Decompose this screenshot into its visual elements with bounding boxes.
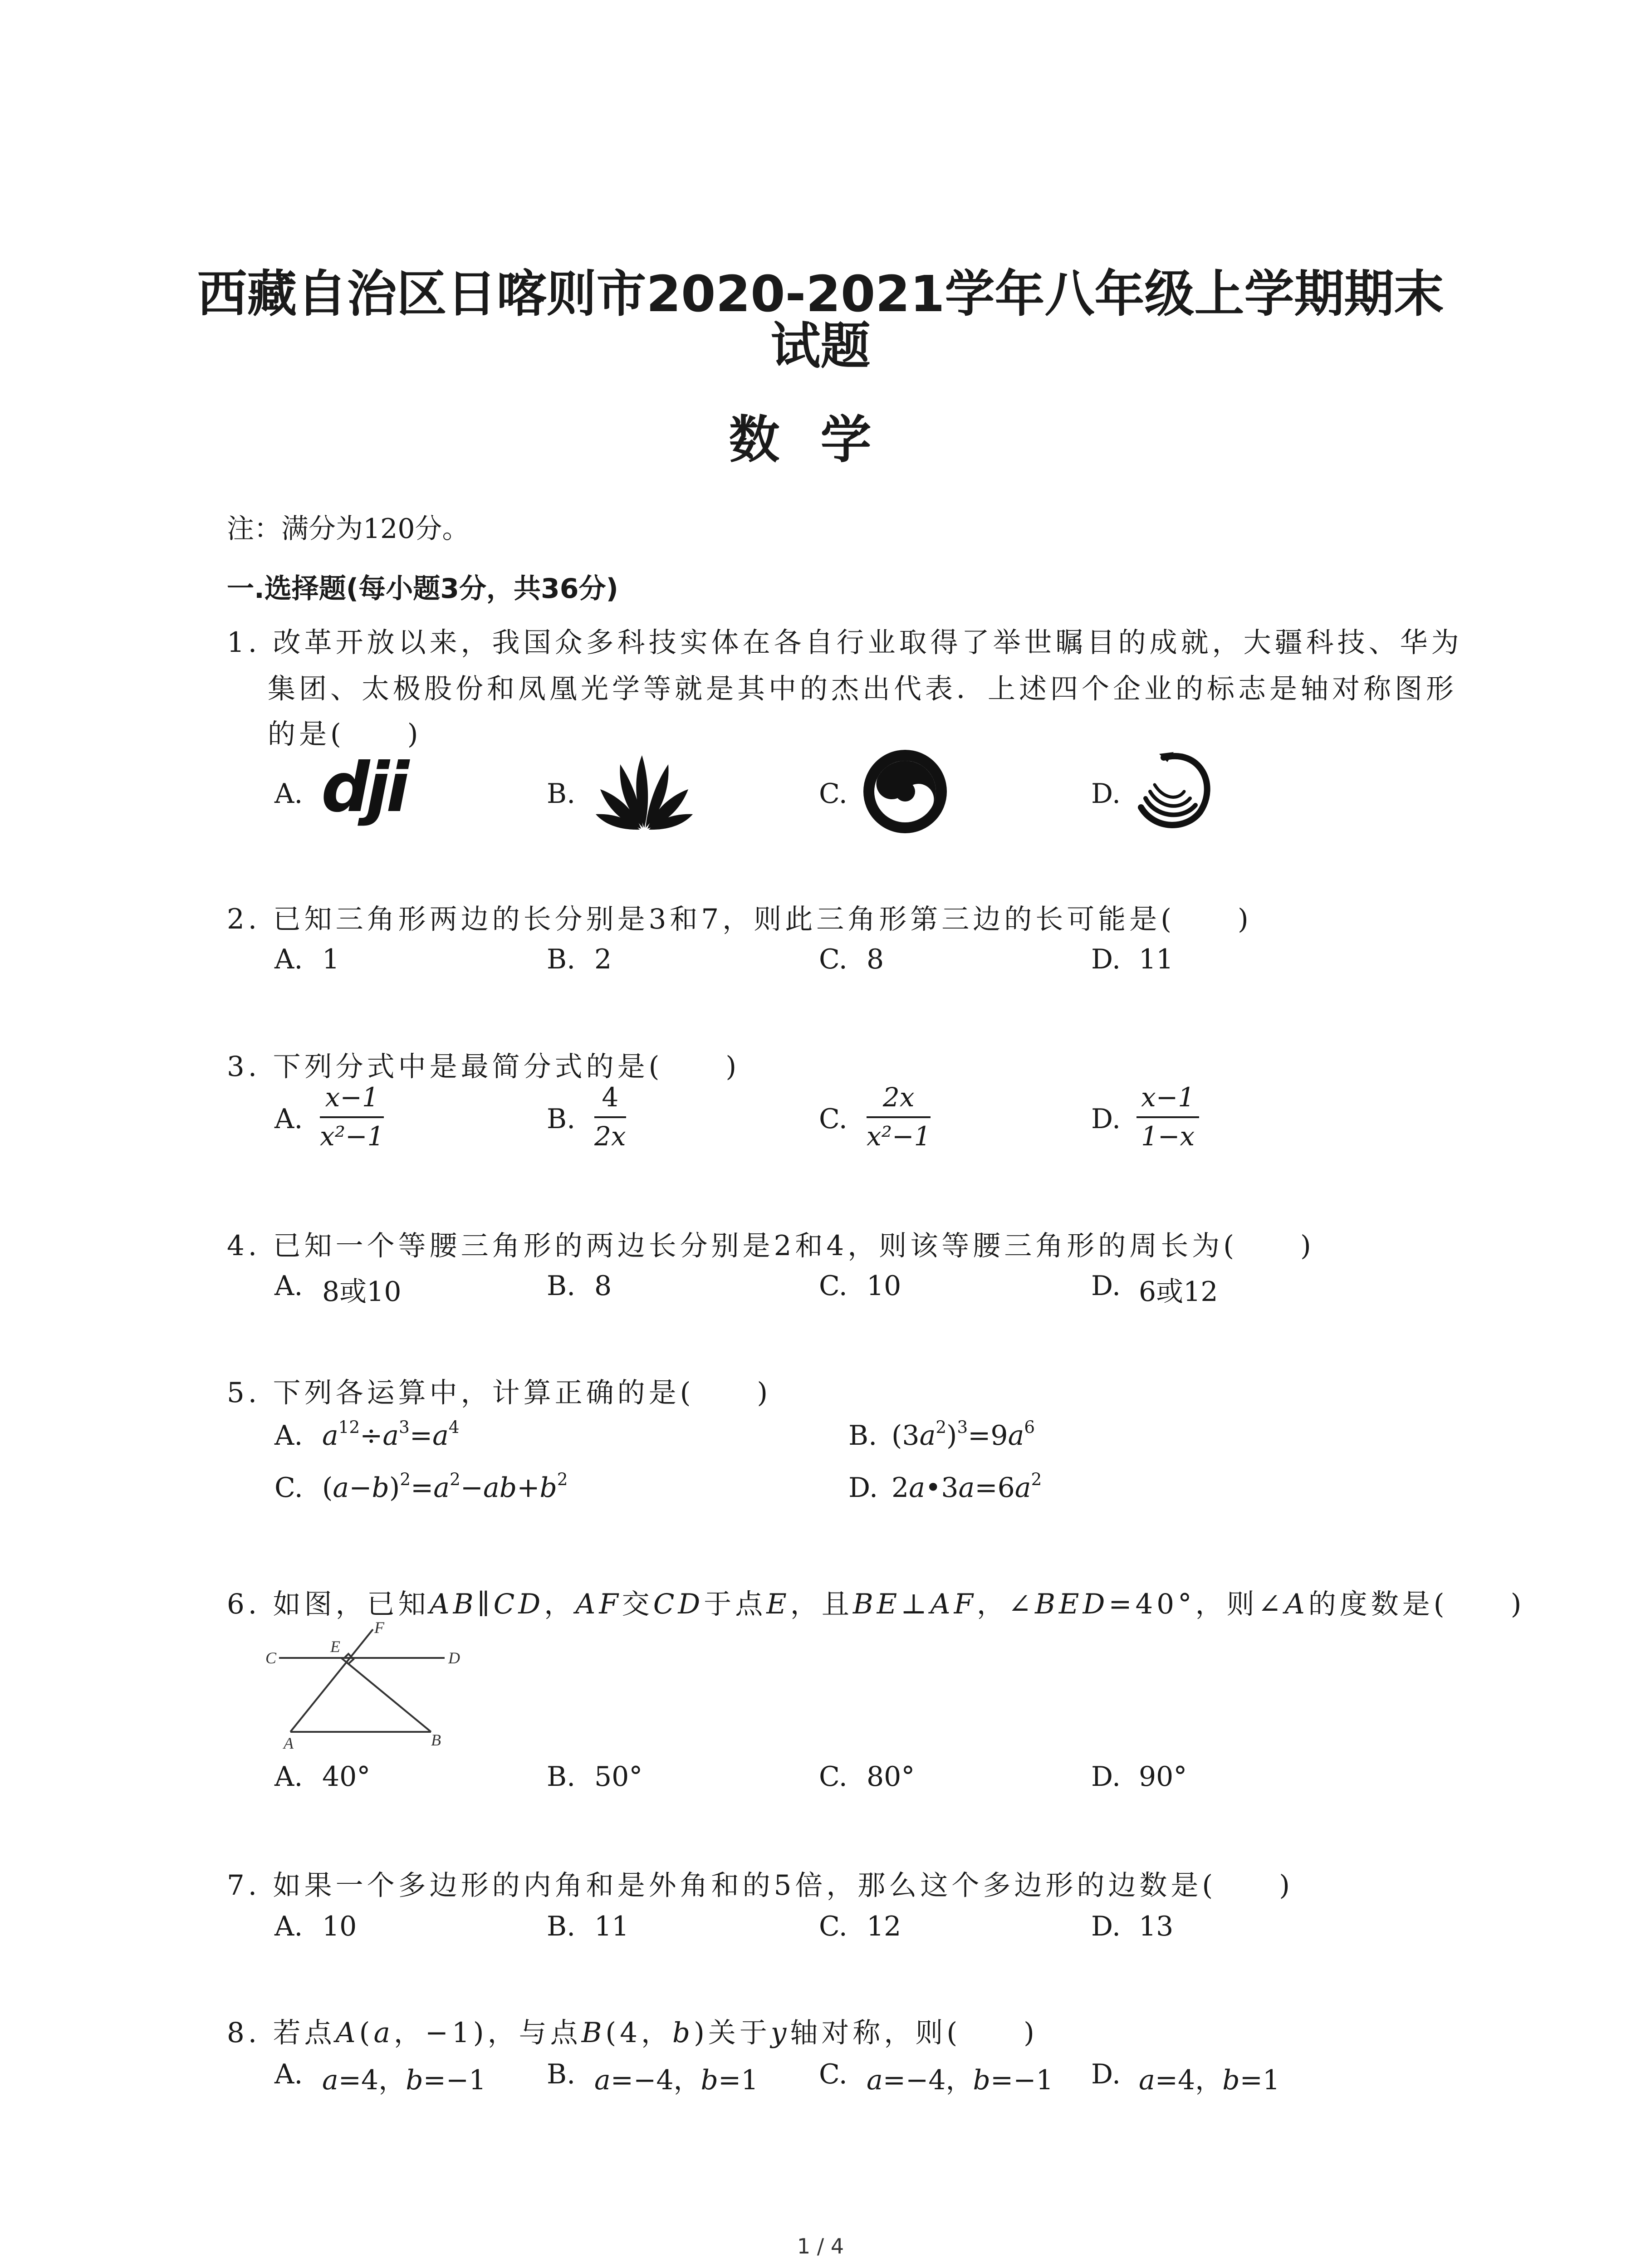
q3-fraction-b [594, 1082, 626, 1152]
q5-option-a-label: A. [274, 1420, 303, 1452]
q7-option-a-label: A. [274, 1911, 303, 1942]
q4-option-a-label: A. [274, 1270, 303, 1302]
q5-option-a-expression: $a^{12}\div a^3=a^4$ [322, 1417, 460, 1452]
dji-logo: dji [321, 748, 406, 827]
q8-option-c-value: a=−4，b=−1 [867, 2064, 1053, 2096]
exam-title-line1: 西藏自治区日喀则市2020-2021学年八年级上学期期末 [197, 265, 1444, 323]
q6-option-d-label: D. [1091, 1761, 1121, 1793]
q2-option-b-label: B. [547, 943, 576, 975]
section-heading-multiple-choice: 一.选择题(每小题3分，共36分) [227, 573, 618, 605]
question-1-line-3: 的是( ) [268, 718, 422, 750]
question-1-line-2: 集团、太极股份和凤凰光学等就是其中的杰出代表．上述四个企业的标志是轴对称图形 [268, 673, 1458, 705]
q6-option-a-label: A. [274, 1761, 303, 1793]
q3-d-numerator: x−1 [1141, 1082, 1195, 1113]
q5-option-c-expression: $(a-b)^2=a^2-ab+b^2$ [322, 1469, 568, 1504]
q3-c-numerator: 2x [882, 1082, 915, 1113]
q5-option-b-label: B. [848, 1420, 877, 1452]
q4-option-b-value: 8 [594, 1270, 612, 1302]
q7-option-b-label: B. [547, 1911, 576, 1942]
q6-figure-label-c: C [265, 1649, 277, 1667]
q6-option-c-value: 80° [867, 1761, 915, 1793]
q3-a-numerator: x−1 [325, 1082, 379, 1113]
q4-option-b-label: B. [547, 1270, 576, 1302]
q3-fraction-a [320, 1082, 384, 1152]
q2-option-a-label: A. [274, 943, 303, 975]
q4-option-c-label: C. [819, 1270, 847, 1302]
q3-option-d-label: D. [1091, 1103, 1121, 1135]
q7-option-a-value: 10 [322, 1911, 357, 1942]
q6-option-b-label: B. [547, 1761, 576, 1793]
question-3-stem: 3. 下列分式中是最简分式的是( ) [227, 1051, 740, 1083]
q5-option-b-expression: $(3a^2)^3=9a^6$ [892, 1417, 1035, 1452]
q8-option-a-value: a=4，b=−1 [322, 2064, 486, 2096]
q8-option-d-value: a=4，b=1 [1139, 2064, 1280, 2096]
huawei-logo-icon [592, 751, 696, 830]
q2-option-b-value: 2 [594, 943, 612, 975]
subject-heading: 数学 [729, 411, 912, 469]
q6-figure-label-a: A [284, 1734, 294, 1752]
q3-fraction-c [867, 1082, 931, 1152]
question-7-stem: 7. 如果一个多边形的内角和是外角和的5倍，那么这个多边形的边数是( ) [227, 1869, 1294, 1901]
q3-d-denominator: 1−x [1141, 1121, 1195, 1152]
taiji-logo-icon [862, 748, 948, 835]
q7-option-c-value: 12 [867, 1911, 901, 1942]
q1-option-b-label: B. [547, 778, 576, 810]
question-8-stem: 8. 若点A(a，−1)，与点B(4，b)关于y轴对称，则( ) [227, 2017, 1038, 2049]
q6-option-a-value: 40° [322, 1761, 371, 1793]
q3-b-denominator: 2x [594, 1121, 626, 1152]
question-5-stem: 5. 下列各运算中，计算正确的是( ) [227, 1377, 772, 1409]
q7-option-c-label: C. [819, 1911, 847, 1942]
q8-option-c-label: C. [819, 2058, 847, 2090]
q8-option-d-label: D. [1091, 2058, 1121, 2090]
q7-option-b-value: 11 [594, 1911, 629, 1942]
question-2-stem: 2. 已知三角形两边的长分别是3和7，则此三角形第三边的长可能是( ) [227, 903, 1252, 935]
q7-option-d-value: 13 [1139, 1911, 1174, 1942]
q6-geometry-figure [263, 1619, 481, 1755]
question-4-stem: 4. 已知一个等腰三角形的两边长分别是2和4，则该等腰三角形的周长为( ) [227, 1230, 1315, 1262]
score-note: 注：满分为120分。 [227, 513, 470, 545]
page-number: 1 / 4 [797, 2234, 844, 2258]
q3-option-b-label: B. [547, 1103, 576, 1135]
q4-option-a-value: 8或10 [322, 1276, 402, 1308]
q4-option-d-value: 6或12 [1139, 1276, 1218, 1308]
q6-figure-label-f: F [374, 1619, 384, 1637]
q8-option-b-label: B. [547, 2058, 576, 2090]
q5-option-c-label: C. [274, 1472, 303, 1504]
q3-c-denominator: x²−1 [867, 1121, 931, 1152]
q4-option-d-label: D. [1091, 1270, 1121, 1302]
exam-title-line2: 试题 [770, 317, 871, 375]
q6-stem-prefix: 6. 如图，已知 [227, 1588, 430, 1620]
q3-fraction-d [1136, 1082, 1199, 1152]
q6-option-b-value: 50° [594, 1761, 643, 1793]
q2-option-c-value: 8 [867, 943, 884, 975]
q2-option-d-value: 11 [1139, 943, 1174, 975]
q5-option-d-label: D. [848, 1472, 878, 1504]
question-6-stem: 6. 如图，已知AB∥CD，AF交CD于点E，且BE⊥AF，∠BED=40°，则∠A的度数是( ) [227, 1588, 1525, 1620]
q5-option-d-expression: $2a•3a=6a^2$ [892, 1469, 1042, 1504]
q1-option-d-label: D. [1091, 778, 1121, 810]
q1-option-c-label: C. [819, 778, 847, 810]
q1-option-a-label: A. [274, 778, 303, 810]
q7-option-d-label: D. [1091, 1911, 1121, 1942]
q2-option-c-label: C. [819, 943, 847, 975]
q6-option-c-label: C. [819, 1761, 847, 1793]
q2-option-d-label: D. [1091, 943, 1121, 975]
q3-b-numerator: 4 [594, 1082, 626, 1118]
q8-stem-prefix: 8. 若点 [227, 2017, 336, 2049]
q6-figure-label-d: D [448, 1649, 460, 1667]
question-1-line-1: 1. 改革开放以来，我国众多科技实体在各自行业取得了举世瞩目的成就，大疆科技、华为 [227, 626, 1463, 659]
q3-a-denominator: x²−1 [320, 1121, 384, 1152]
q8-option-a-label: A. [274, 2058, 303, 2090]
q4-option-c-value: 10 [867, 1270, 901, 1302]
q6-figure-label-e: E [330, 1637, 340, 1656]
q2-option-a-value: 1 [322, 943, 340, 975]
q8-option-b-value: a=−4，b=1 [594, 2064, 759, 2096]
q6-option-d-value: 90° [1139, 1761, 1187, 1793]
q3-option-a-label: A. [274, 1103, 303, 1135]
q6-figure-label-b: B [431, 1731, 441, 1749]
phoenix-logo-icon [1132, 748, 1218, 835]
q3-option-c-label: C. [819, 1103, 847, 1135]
